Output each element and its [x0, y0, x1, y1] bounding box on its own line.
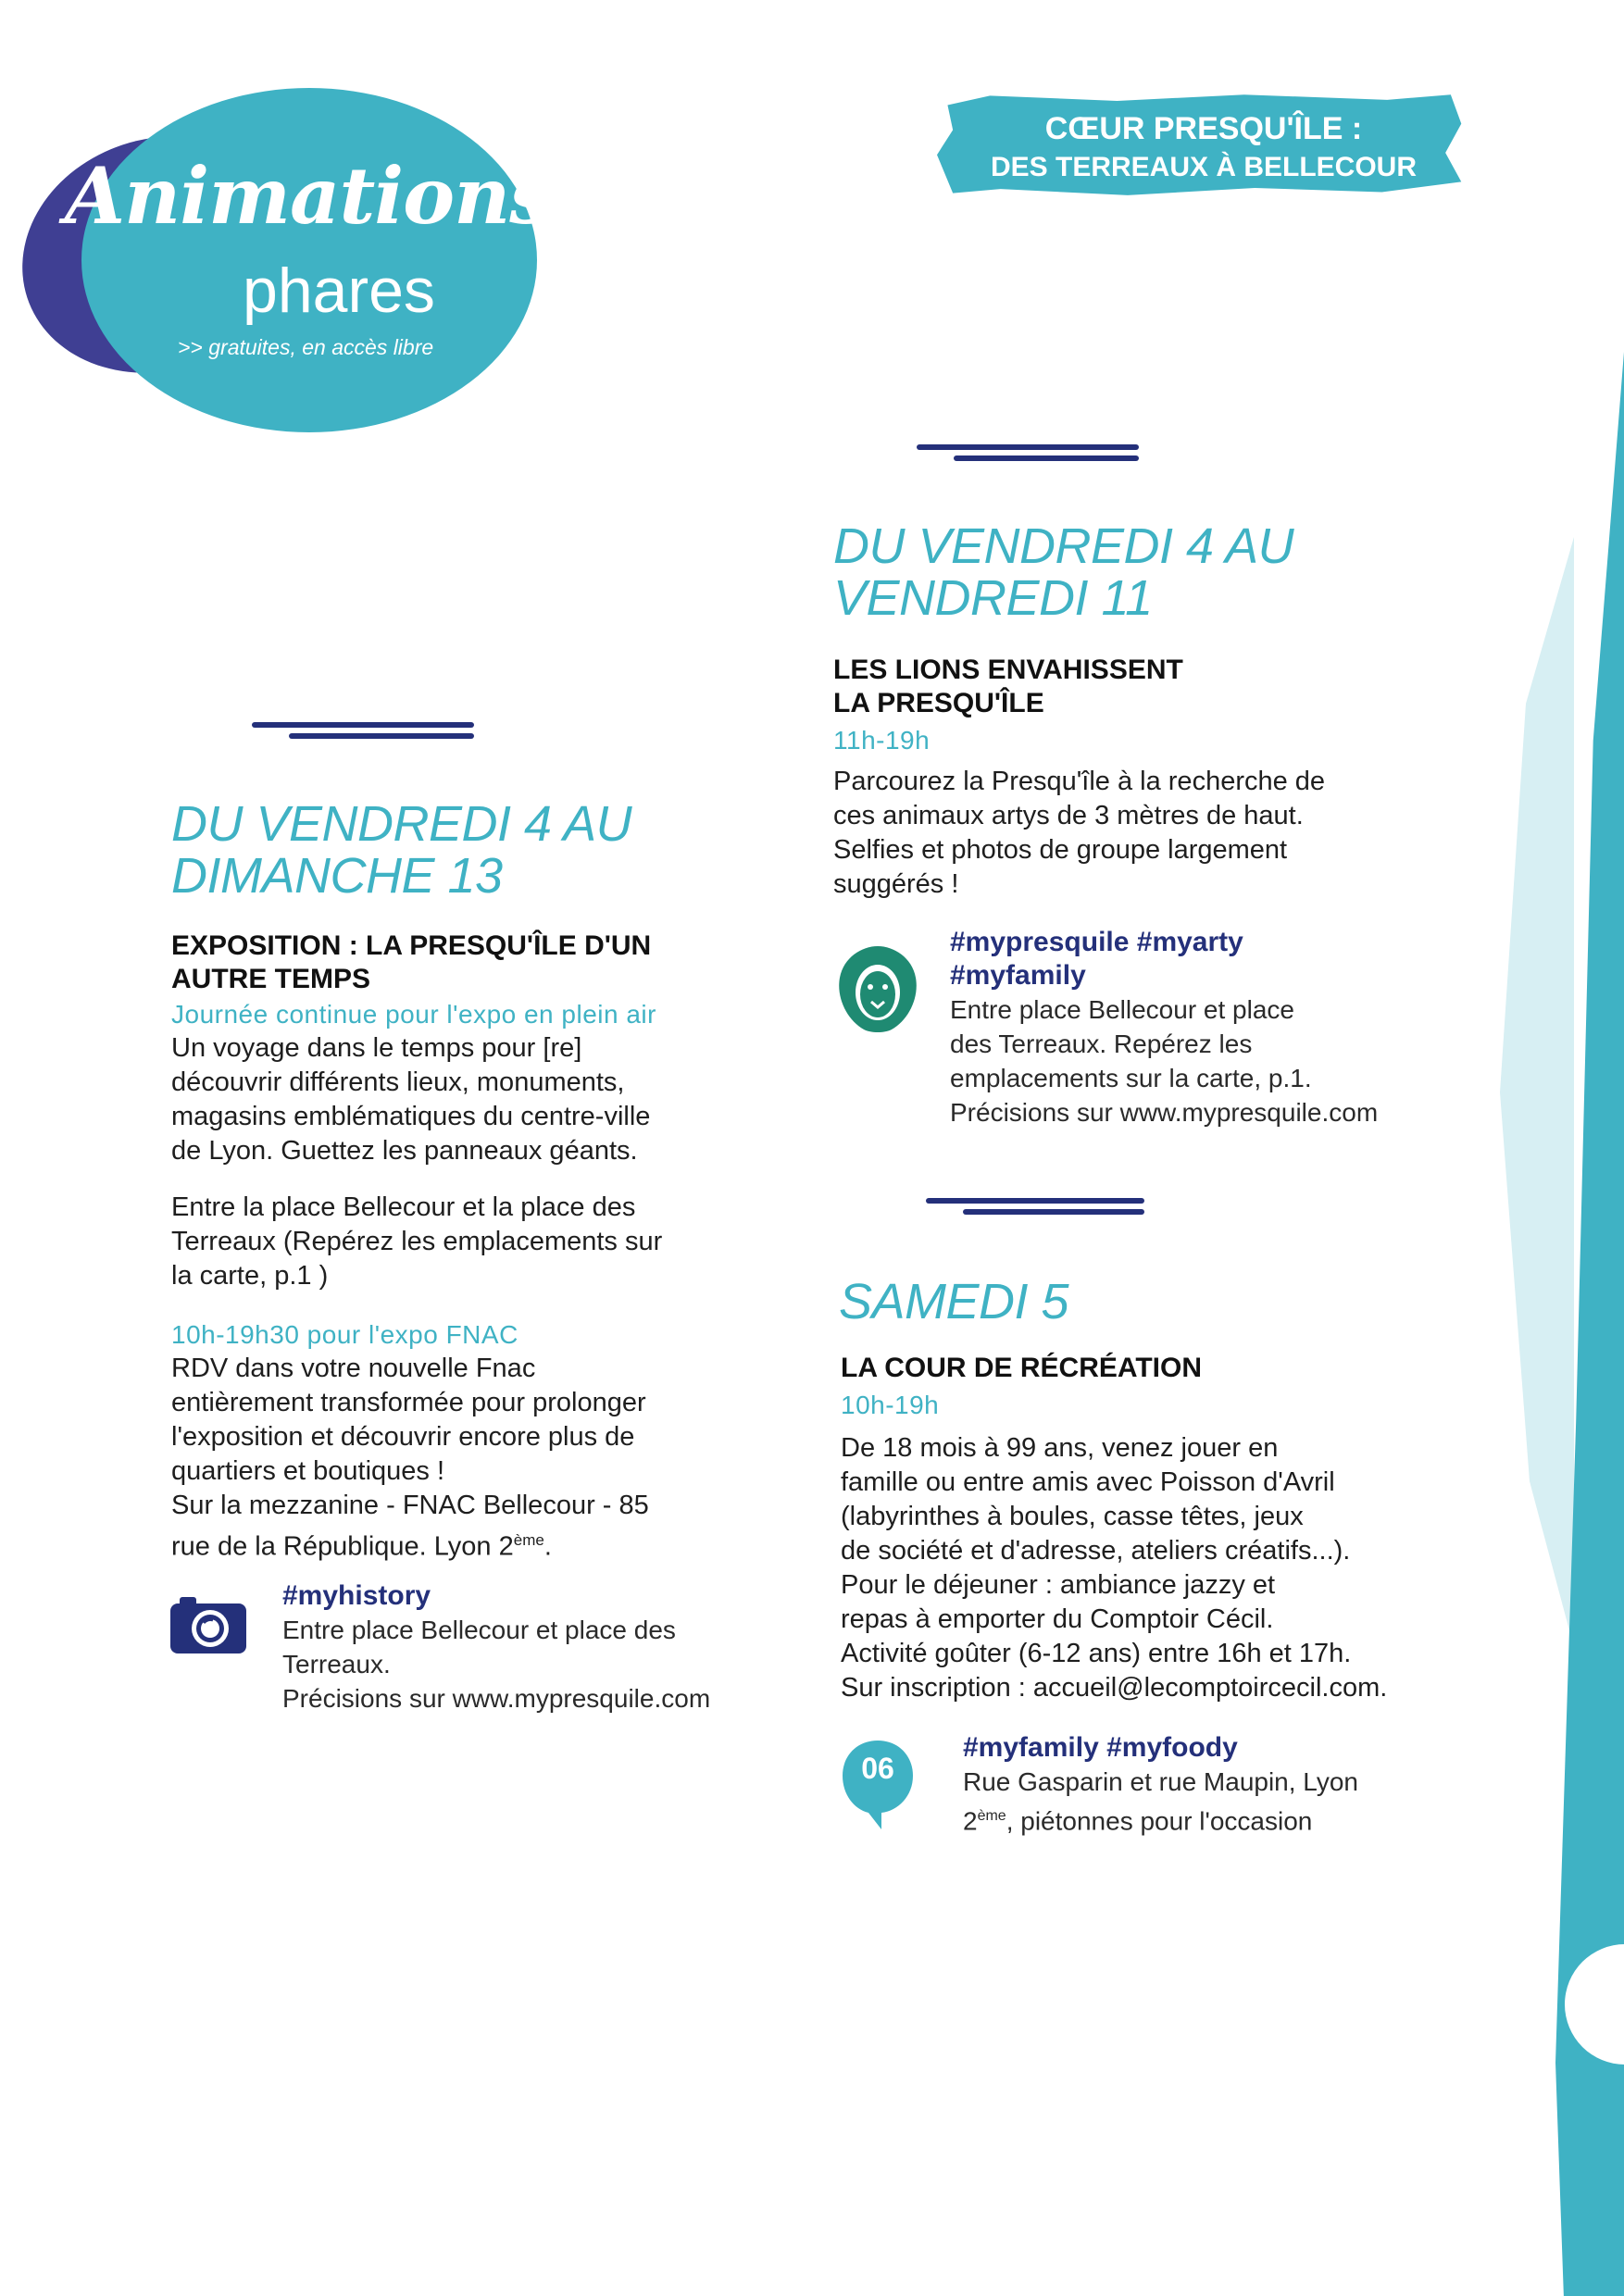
recreation-time: 10h-19h [841, 1391, 940, 1419]
expo-fnac-line: quartiers et boutiques ! [171, 1456, 445, 1486]
expo-location-line: Terreaux (Repérez les emplacements sur [171, 1227, 663, 1256]
lions-hashtags-line-2: #myfamily [950, 960, 1086, 991]
expo-time-2: 10h-19h30 pour l'expo FNAC [171, 1320, 518, 1349]
recreation-description-line: De 18 mois à 99 ans, venez jouer en [841, 1433, 1279, 1463]
lions-date-line-1: DU VENDREDI 4 AU [833, 518, 1294, 574]
expo-date-heading [171, 798, 819, 902]
expo-description [171, 1031, 838, 1168]
lions-description-line: ces animaux artys de 3 mètres de haut. [833, 801, 1304, 830]
lions-date-line-2: VENDREDI 11 [833, 570, 1153, 626]
expo-description-line: de Lyon. Guettez les panneaux géants. [171, 1136, 638, 1166]
recreation-description-line: de société et d'adresse, ateliers créatifs...). [841, 1536, 1351, 1566]
lions-description-line: Selfies et photos de groupe largement [833, 835, 1288, 865]
lions-title [833, 654, 1481, 720]
expo-title-line-2: AUTRE TEMPS [171, 964, 371, 994]
lions-description-line: Parcourez la Presqu'île à la recherche de [833, 767, 1326, 796]
recreation-date-heading: SAMEDI 5 [839, 1274, 1069, 1329]
recreation-info [963, 1765, 1518, 1838]
expo-fnac-address-line [171, 1523, 838, 1565]
expo-date-line-2: DIMANCHE 13 [171, 848, 503, 904]
badge-note: >> gratuites, en accès libre [178, 335, 434, 359]
expo-info [282, 1613, 801, 1716]
expo-fnac-line: entièrement transformée pour prolonger [171, 1388, 646, 1417]
expo-info-line: Entre place Bellecour et place des [282, 1616, 676, 1644]
expo-description-line: magasins emblématiques du centre-ville [171, 1102, 651, 1131]
expo-title-line-1: EXPOSITION : LA PRESQU'ÎLE D'UN [171, 930, 652, 961]
badge-subtitle: phares [243, 256, 435, 326]
expo-date-line-1: DU VENDREDI 4 AU [171, 796, 632, 852]
info-text: 2 [963, 1806, 978, 1836]
recreation-title: LA COUR DE RÉCRÉATION [841, 1353, 1202, 1383]
lions-info-line: Précisions sur www.mypresquile.com [950, 1098, 1379, 1127]
separator-stripe [917, 444, 1139, 461]
recreation-description [841, 1431, 1507, 1705]
expo-time-1: Journée continue pour l'expo en plein air [171, 1000, 656, 1029]
expo-fnac-line: RDV dans votre nouvelle Fnac [171, 1354, 536, 1383]
banner-line-2: DES TERREAUX À BELLECOUR [990, 152, 1418, 182]
recreation-description-line: Sur inscription : accueil@lecomptoircecil.com. [841, 1673, 1388, 1703]
expo-location-line: la carte, p.1 ) [171, 1261, 329, 1291]
lions-info-line: emplacements sur la carte, p.1. [950, 1064, 1312, 1092]
expo-fnac-line: l'exposition et découvrir encore plus de [171, 1422, 635, 1452]
pin-number: 06 [861, 1752, 894, 1785]
camera-icon [169, 1594, 248, 1655]
expo-location-line: Entre la place Bellecour et la place des [171, 1192, 636, 1222]
recreation-description-line: repas à emporter du Comptoir Cécil. [841, 1604, 1274, 1634]
superscript: ème [513, 1531, 544, 1549]
recreation-description-line: famille ou entre amis avec Poisson d'Avril [841, 1467, 1335, 1497]
expo-location [171, 1191, 838, 1293]
lions-hashtags-line-1: #mypresquile #myarty [950, 927, 1243, 957]
lions-description-line: suggérés ! [833, 869, 959, 899]
lions-info-line: des Terreaux. Repérez les [950, 1029, 1253, 1058]
lions-info [950, 992, 1524, 1129]
lion-icon [838, 944, 918, 1033]
expo-hashtags: #myhistory [282, 1580, 431, 1611]
recreation-hashtags: #myfamily #myfoody [963, 1732, 1238, 1763]
address-end: . [543, 1531, 552, 1562]
lions-description [833, 765, 1500, 902]
superscript: ème [977, 1808, 1006, 1824]
badge-title: Animations [65, 150, 553, 242]
recreation-description-line: Pour le déjeuner : ambiance jazzy et [841, 1570, 1276, 1600]
address-text: rue de la République. Lyon 2 [171, 1531, 514, 1562]
lions-title-line-1: LES LIONS ENVAHISSENT [833, 655, 1183, 685]
lions-hashtags [950, 926, 1505, 992]
expo-fnac-line: Sur la mezzanine - FNAC Bellecour - 85 [171, 1491, 649, 1520]
expo-info-line: Précisions sur www.mypresquile.com [282, 1684, 711, 1713]
recreation-description-line: Activité goûter (6-12 ans) entre 16h et 17h. [841, 1639, 1352, 1668]
recreation-info-line: Rue Gasparin et rue Maupin, Lyon [963, 1767, 1358, 1796]
expo-description-line: Un voyage dans le temps pour [re] [171, 1033, 582, 1063]
banner-line-1: CŒUR PRESQU'ÎLE : [1044, 111, 1363, 146]
expo-info-line: Terreaux. [282, 1650, 391, 1678]
info-text: , piétonnes pour l'occasion [1006, 1806, 1313, 1836]
recreation-description-line: (labyrinthes à boules, casse têtes, jeux [841, 1502, 1304, 1531]
separator-stripe [252, 722, 474, 739]
lions-date-heading [833, 520, 1500, 624]
lions-info-line: Entre place Bellecour et place [950, 995, 1294, 1024]
section-banner-text [944, 109, 1463, 187]
recreation-info-line [963, 1799, 1518, 1838]
expo-fnac-description [171, 1352, 838, 1565]
lions-title-line-2: LA PRESQU'ÎLE [833, 688, 1044, 718]
expo-description-line: découvrir différents lieux, monuments, [171, 1067, 625, 1097]
separator-stripe [926, 1198, 1144, 1215]
expo-title [171, 930, 819, 996]
lions-time: 11h-19h [833, 726, 931, 755]
